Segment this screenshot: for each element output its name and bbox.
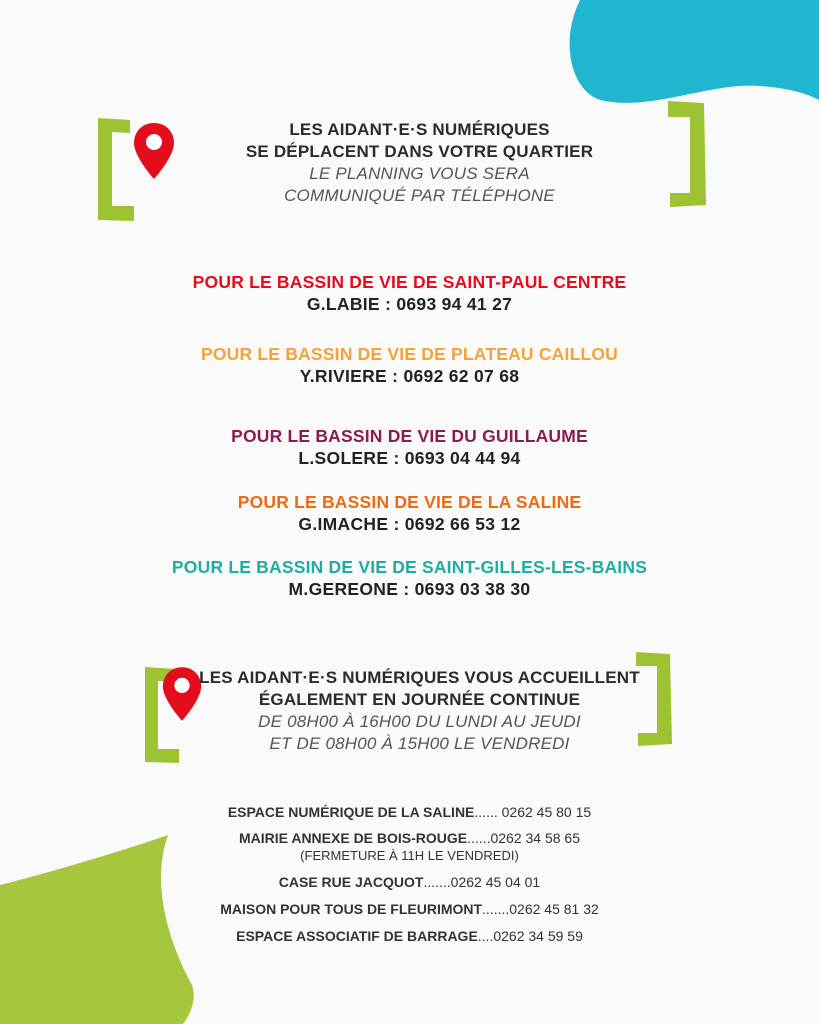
top-subtitle-line1: LE PLANNING VOUS SERA	[309, 164, 530, 183]
region-label: POUR LE BASSIN DE VIE DE PLATEAU CAILLOU	[200, 344, 618, 364]
contact-plateau-caillou	[0, 343, 819, 387]
contact-saint-paul	[0, 271, 819, 315]
place-phone: .......0262 45 04 01	[423, 874, 541, 890]
place-note: (FERMETURE À 11H LE VENDREDI)	[300, 848, 519, 863]
second-title-line2: ÉGALEMENT EN JOURNÉE CONTINUE	[258, 690, 581, 709]
place-phone: ....0262 34 59 59	[477, 928, 583, 944]
place-phone: .......0262 45 81 32	[482, 901, 599, 917]
place-barrage	[0, 928, 819, 945]
contact-phone: L.SOLERE : 0693 04 44 94	[298, 448, 521, 468]
second-info-block	[10, 667, 819, 755]
region-label: POUR LE BASSIN DE VIE DE SAINT-PAUL CENTRE	[192, 272, 627, 292]
top-info-block	[10, 119, 819, 207]
contact-phone: M.GEREONE : 0693 03 38 30	[288, 579, 531, 599]
top-subtitle-line2: COMMUNIQUÉ PAR TÉLÉPHONE	[284, 186, 555, 205]
second-subtitle-line2: ET DE 08H00 À 15H00 LE VENDREDI	[269, 734, 570, 753]
place-name: ESPACE NUMÉRIQUE DE LA SALINE	[227, 804, 475, 820]
top-title-line2: SE DÉPLACENT DANS VOTRE QUARTIER	[245, 142, 594, 161]
place-phone: ......0262 34 58 65	[467, 830, 581, 846]
contact-phone: G.IMACHE : 0692 66 53 12	[298, 514, 521, 534]
contact-la-saline	[0, 491, 819, 535]
place-fleurimont	[0, 901, 819, 918]
place-bois-rouge	[0, 830, 819, 864]
contact-phone: G.LABIE : 0693 94 41 27	[306, 294, 513, 314]
place-name: CASE RUE JACQUOT	[278, 874, 424, 890]
teal-corner-shape	[560, 0, 819, 110]
region-label: POUR LE BASSIN DE VIE DE LA SALINE	[237, 492, 582, 512]
contact-guillaume	[0, 425, 819, 469]
region-label: POUR LE BASSIN DE VIE DE SAINT-GILLES-LES-BAINS	[171, 557, 648, 577]
place-name: MAISON POUR TOUS DE FLEURIMONT	[220, 901, 483, 917]
top-title-line1: LES AIDANT·E·S NUMÉRIQUES	[289, 120, 550, 139]
contact-saint-gilles	[0, 556, 819, 600]
place-name: MAIRIE ANNEXE DE BOIS-ROUGE	[238, 830, 468, 846]
second-subtitle-line1: DE 08H00 À 16H00 DU LUNDI AU JEUDI	[258, 712, 581, 731]
place-name: ESPACE ASSOCIATIF DE BARRAGE	[236, 928, 478, 944]
region-label: POUR LE BASSIN DE VIE DU GUILLAUME	[231, 426, 588, 446]
place-case-jacquot	[0, 874, 819, 891]
place-phone: ...... 0262 45 80 15	[474, 804, 592, 820]
contact-phone: Y.RIVIERE : 0692 62 07 68	[299, 366, 520, 386]
place-saline	[0, 804, 819, 821]
second-title-line1: LES AIDANT·E·S NUMÉRIQUES VOUS ACCUEILLENT	[199, 668, 640, 687]
